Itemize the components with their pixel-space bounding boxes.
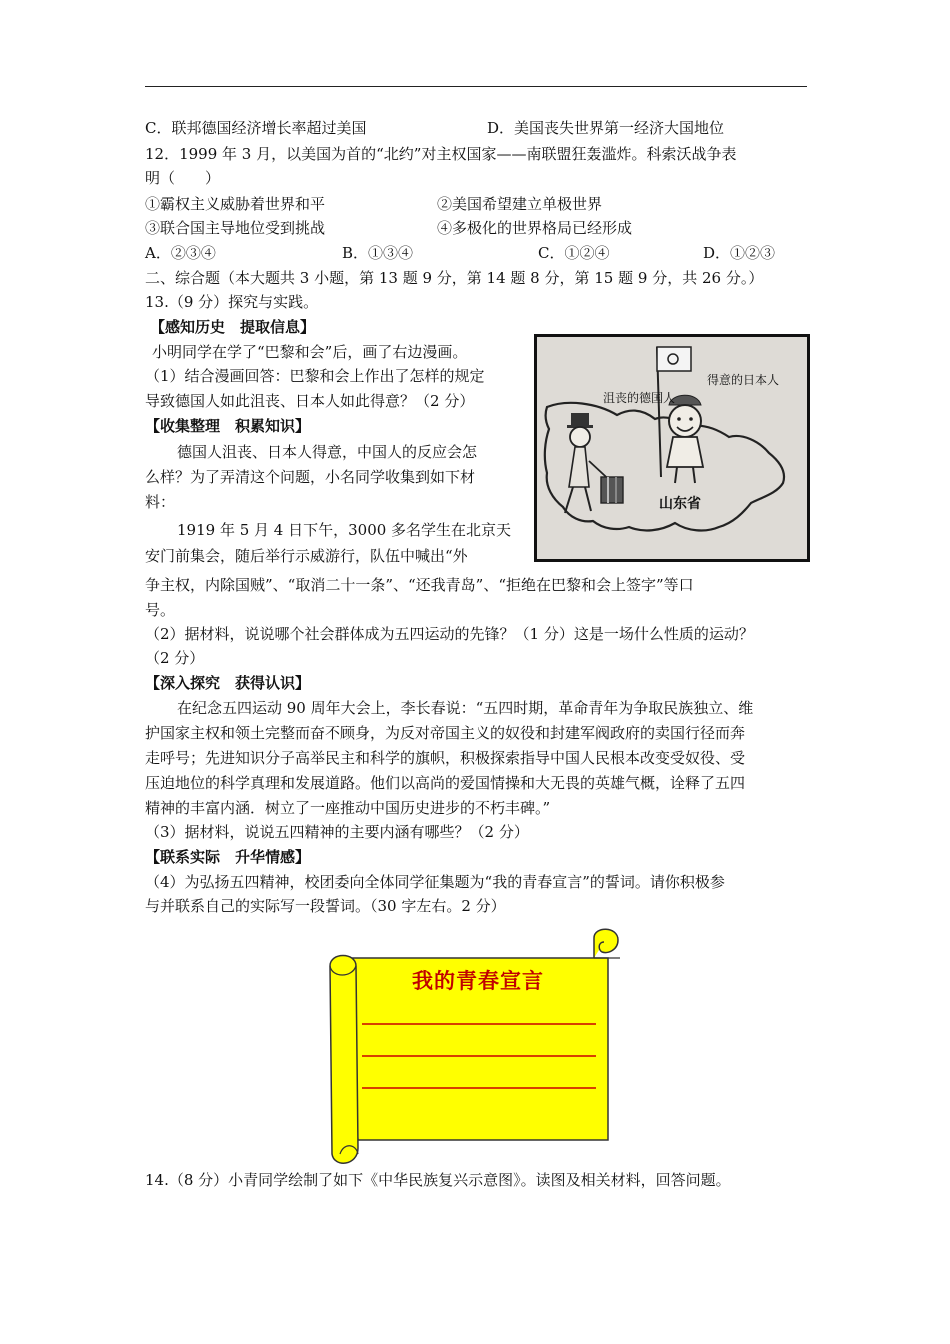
label-germany: 沮丧的德国人 [603, 391, 676, 405]
heading-explore: 【深入探究 获得认识】 [145, 674, 311, 692]
choice-2: ②美国希望建立单极世界 [437, 195, 603, 213]
quote-5: 精神的丰富内涵．树立了一座推动中国历史进步的不朽丰碑。” [145, 799, 551, 817]
comic-drawing [537, 337, 807, 559]
material-intro: 小明同学在学了“巴黎和会”后，画了右边漫画。 [152, 343, 468, 361]
choice-3: ③联合国主导地位受到挑战 [145, 219, 326, 237]
subquestion-2: （2）据材料，说说哪个社会群体成为五四运动的先锋？（1 分）这是一场什么性质的运动？ [145, 625, 754, 643]
subquestion-4: （4）为弘扬五四精神，校团委向全体同学征集题为“我的青春宣言”的誓词。请你积极参 [145, 873, 725, 891]
question-13: 13.（9 分）探究与实践。 [145, 293, 319, 311]
question-14: 14.（8 分）小青同学绘制了如下《中华民族复兴示意图》。读图及相关材料，回答问题。 [145, 1171, 731, 1189]
subquestion-4-cont: 与并联系自己的实际写一段誓词。（30 字左右。2 分） [145, 897, 506, 915]
choice-1: ①霸权主义威胁着世界和平 [145, 195, 326, 213]
heading-perceive: 【感知历史 提取信息】 [150, 318, 316, 336]
scroll-drawing [322, 922, 628, 1174]
youth-declaration-scroll [322, 922, 628, 1174]
subquestion-1: （1）结合漫画回答：巴黎和会上作出了怎样的规定 [145, 367, 485, 385]
answer-a: A．②③④ [145, 244, 216, 262]
question-12-cont: 明（ ） [145, 169, 221, 187]
collect-text-1: 德国人沮丧、日本人得意，中国人的反应会怎 [177, 443, 478, 461]
choice-4: ④多极化的世界格局已经形成 [437, 219, 633, 237]
answer-b: B．①③④ [342, 244, 414, 262]
material-3: 争主权，内除国贼”、“取消二十一条”、“还我青岛”、“拒绝在巴黎和会上签字”等口 [145, 576, 694, 594]
quote-4: 压迫地位的科学真理和发展道路。他们以高尚的爱国情操和大无畏的英雄气概，诠释了五四 [145, 774, 746, 792]
quote-3: 走呼号；先进知识分子高举民主和科学的旗帜，积极探索指导中国人民根本改变受奴役、受 [145, 749, 746, 767]
quote-1: 在纪念五四运动 90 周年大会上，李长春说：“五四时期，革命青年为争取民族独立、维 [177, 699, 754, 717]
option-c: C．联邦德国经济增长率超过美国 [145, 119, 367, 137]
quote-2: 护国家主权和领土完整而奋不顾身，为反对帝国主义的奴役和封建军阀政府的卖国行径而奔 [145, 724, 746, 742]
section-2-heading: 二、综合题（本大题共 3 小题，第 13 题 9 分，第 14 题 8 分，第 15 题 9 分，共 26 分。） [145, 269, 764, 287]
question-12: 12．1999 年 3 月，以美国为首的“北约”对主权国家——南联盟狂轰滥炸。科索沃战争表 [145, 145, 737, 163]
collect-text-2: 么样？为了弄清这个问题，小名同学收集到如下材 [145, 468, 476, 486]
answer-d: D．①②③ [703, 244, 776, 262]
label-shandong: 山东省 [659, 496, 701, 512]
subquestion-3: （3）据材料，说说五四精神的主要内涵有哪些？（2 分） [145, 823, 529, 841]
scroll-title: 我的青春宣言 [412, 968, 544, 993]
material-2: 安门前集会，随后举行示威游行，队伍中喊出“外 [145, 547, 468, 565]
material-1: 1919 年 5 月 4 日下午，3000 多名学生在北京天 [177, 521, 512, 539]
collect-text-3: 料： [145, 493, 176, 511]
header-rule [145, 86, 807, 87]
heading-connect: 【联系实际 升华情感】 [145, 848, 311, 866]
heading-collect: 【收集整理 积累知识】 [145, 417, 311, 435]
subquestion-2-cont: （2 分） [145, 649, 205, 667]
option-d: D．美国丧失世界第一经济大国地位 [487, 119, 725, 137]
label-japan: 得意的日本人 [707, 373, 780, 387]
material-4: 号。 [145, 601, 176, 619]
subquestion-1-cont: 导致德国人如此沮丧、日本人如此得意？（2 分） [145, 392, 475, 410]
paris-conference-comic [534, 334, 810, 562]
answer-c: C．①②④ [538, 244, 610, 262]
